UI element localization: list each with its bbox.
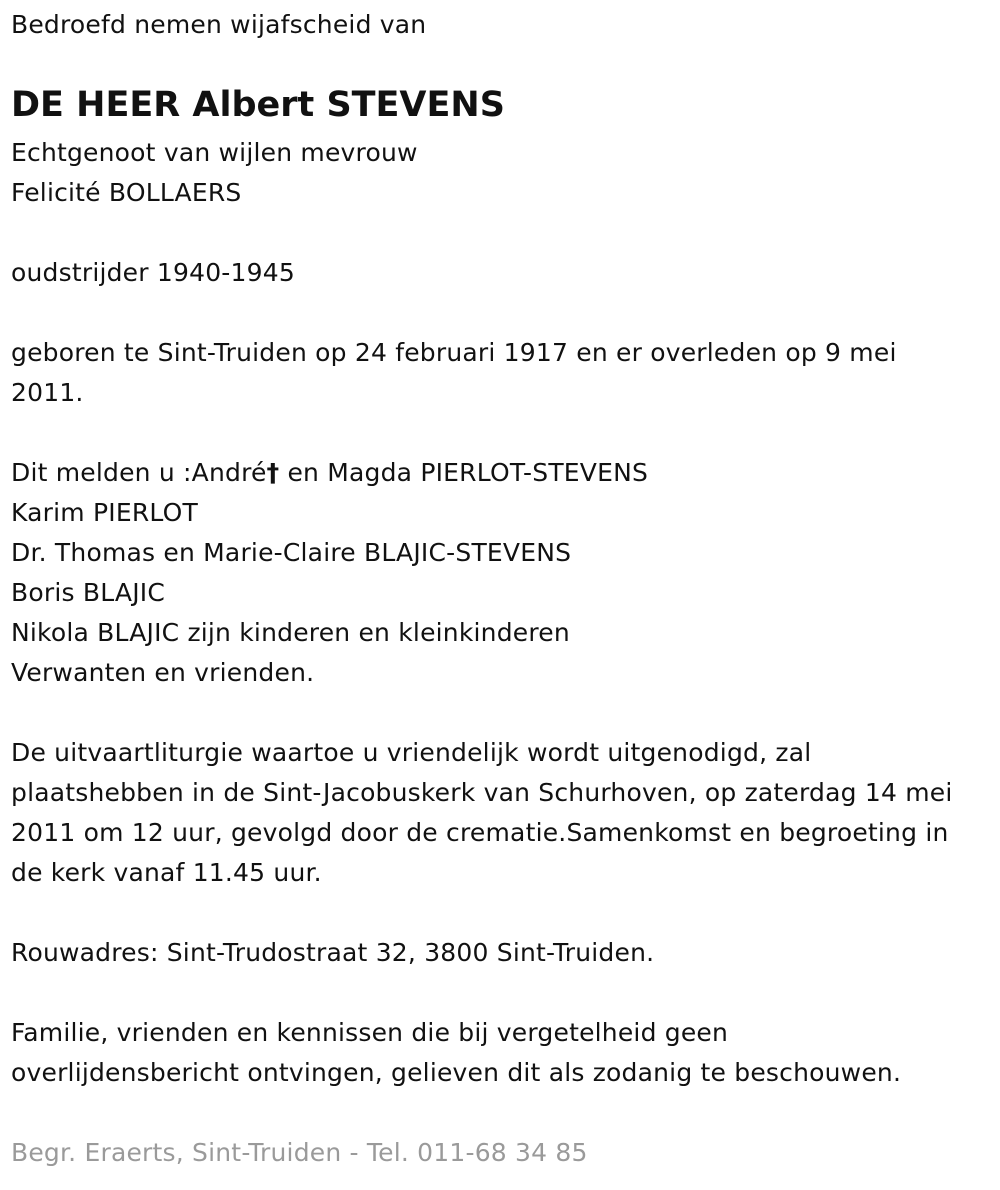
spouse-line-1: Echtgenoot van wijlen mevrouw [11,138,418,167]
cross-icon: † [266,458,280,487]
birth-death-line-1: geboren te Sint-Truiden op 24 februari 1917 en er overleden op 9 mei [11,338,897,367]
announcers-suffix: en Magda PIERLOT-STEVENS [279,458,649,487]
announcers-line-2: Karim PIERLOT [11,498,198,527]
mourning-address: Rouwadres: Sint-Trudostraat 32, 3800 Sint-Truiden. [11,938,655,967]
birth-death-line-2: 2011. [11,378,84,407]
announcers-line-5: Nikola BLAJIC zijn kinderen en kleinkinderen [11,618,570,647]
announcers-prefix: Dit melden u :André [11,458,267,487]
funeral-home-footer: Begr. Eraerts, Sint-Truiden - Tel. 011-68 34 85 [11,1138,588,1167]
notice-line-1: Familie, vrienden en kennissen die bij vergetelheid geen [11,1018,729,1047]
funeral-line-1: De uitvaartliturgie waartoe u vriendelijk wordt uitgenodigd, zal [11,738,812,767]
veteran-text: oudstrijder 1940-1945 [11,258,295,287]
funeral-line-4: de kerk vanaf 11.45 uur. [11,858,322,887]
intro-text: Bedroefd nemen wijafscheid van [11,10,427,39]
spouse-line-2: Felicité BOLLAERS [11,178,242,207]
deceased-name: DE HEER Albert STEVENS [11,85,505,125]
announcers-line-4: Boris BLAJIC [11,578,165,607]
announcers-line-6: Verwanten en vrienden. [11,658,315,687]
funeral-line-3: 2011 om 12 uur, gevolgd door de crematie.Samenkomst en begroeting in [11,818,949,847]
funeral-line-2: plaatshebben in de Sint-Jacobuskerk van Schurhoven, op zaterdag 14 mei [11,778,953,807]
announcers-line-3: Dr. Thomas en Marie-Claire BLAJIC-STEVENS [11,538,572,567]
announcers-line-1 [11,453,648,493]
notice-line-2: overlijdensbericht ontvingen, gelieven dit als zodanig te beschouwen. [11,1058,902,1087]
